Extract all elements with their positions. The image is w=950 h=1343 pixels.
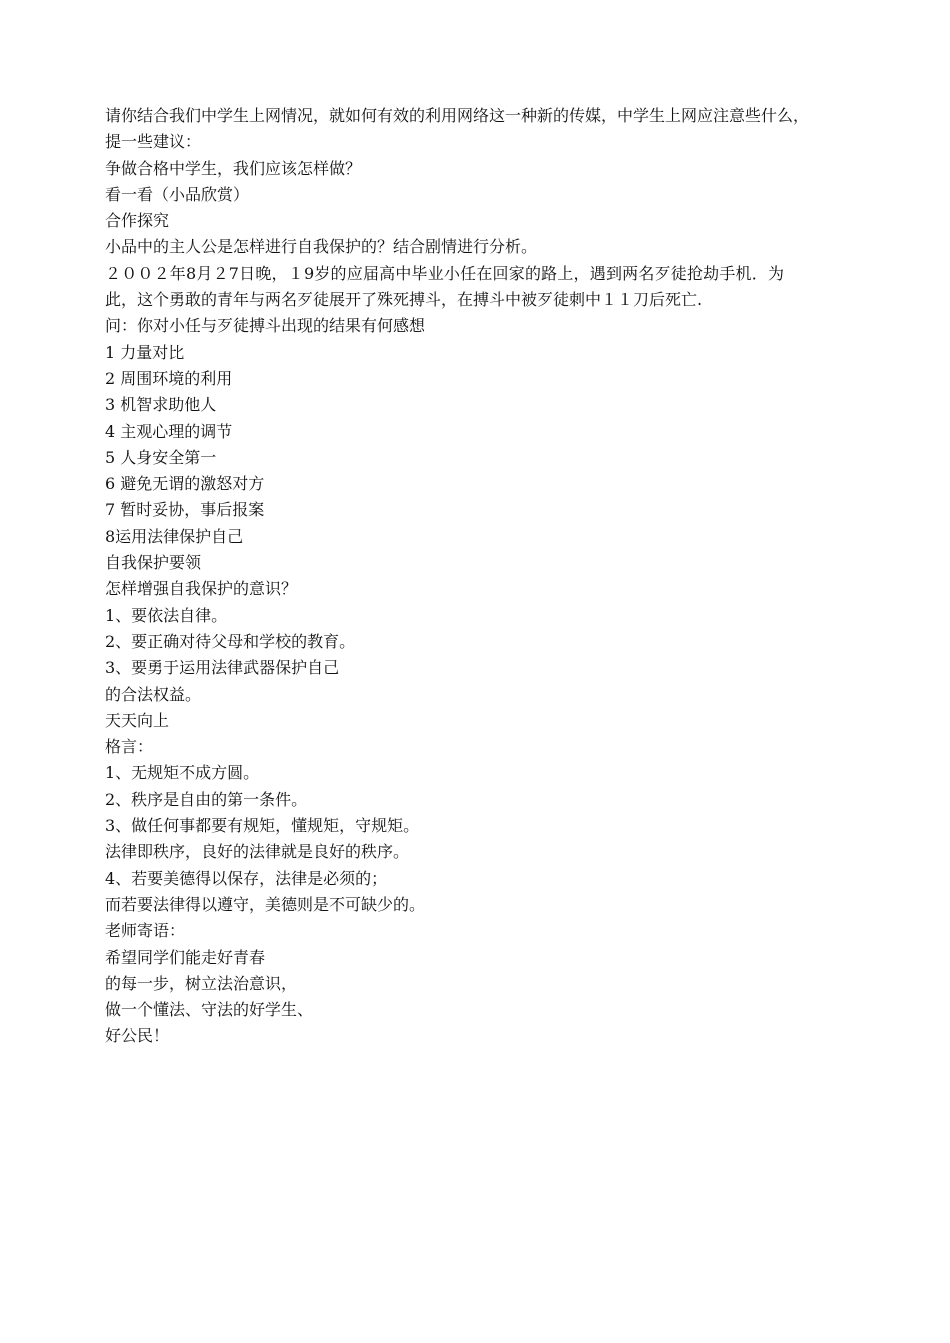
list-item: 4 主观心理的调节 <box>105 421 233 441</box>
list-item: 5 人身安全第一 <box>105 447 217 467</box>
list-item: 4、若要美德得以保存，法律是必须的； <box>105 868 388 888</box>
text-line: 做一个懂法、守法的好学生、 <box>105 1000 314 1020</box>
list-item: 1、要依法自律。 <box>105 605 228 625</box>
list-item: 2、秩序是自由的第一条件。 <box>105 789 308 809</box>
list-item: 1 力量对比 <box>105 342 185 362</box>
text-line: 提一些建议： <box>105 132 202 152</box>
section-heading: 合作探究 <box>105 211 170 231</box>
text-line: 格言： <box>105 737 154 757</box>
text-line: 请你结合我们中学生上网情况，就如何有效的利用网络这一种新的传媒，中学生上网应注意些什么， <box>105 106 810 125</box>
text-line: 争做合格中学生，我们应该怎样做？ <box>105 158 362 178</box>
text-line: ２００２年8月２7日晚，１9岁的应届高中毕业小任在回家的路上，遇到两名歹徒抢劫手机．为 <box>105 263 785 283</box>
text-line: 的每一步，树立法治意识， <box>105 973 298 993</box>
list-item: 6 避免无谓的激怒对方 <box>105 474 265 494</box>
text-line: 而若要法律得以遵守，美德则是不可缺少的。 <box>105 894 426 914</box>
document-body <box>105 103 865 1050</box>
text-line: 小品中的主人公是怎样进行自我保护的？结合剧情进行分析。 <box>105 237 538 257</box>
list-item: 2、要正确对待父母和学校的教育。 <box>105 631 356 651</box>
list-item: 2 周围环境的利用 <box>105 368 233 388</box>
text-line: 希望同学们能走好青春 <box>105 947 266 967</box>
text-line: 好公民！ <box>105 1026 170 1046</box>
text-line: 此，这个勇敢的青年与两名歹徒展开了殊死搏斗，在搏斗中被歹徒刺中１１刀后死亡. <box>105 290 703 310</box>
text-line: 法律即秩序，良好的法律就是良好的秩序。 <box>105 842 410 862</box>
section-heading: 老师寄语： <box>105 921 186 941</box>
text-line: 的合法权益。 <box>105 684 202 704</box>
section-heading: 自我保护要领 <box>105 553 202 573</box>
text-line: 怎样增强自我保护的意识？ <box>105 579 298 599</box>
list-item: 3、要勇于运用法律武器保护自己 <box>105 658 340 678</box>
list-item: 1、无规矩不成方圆。 <box>105 763 260 783</box>
text-line: 问：你对小任与歹徒搏斗出现的结果有何感想 <box>105 316 426 336</box>
list-item: 7 暂时妥协，事后报案 <box>105 500 265 520</box>
list-item: 8运用法律保护自己 <box>105 526 244 546</box>
list-item: 3 机智求助他人 <box>105 395 217 415</box>
text-line: 看一看（小品欣赏） <box>105 184 250 204</box>
list-item: 3、做任何事都要有规矩，懂规矩，守规矩。 <box>105 816 420 836</box>
section-heading: 天天向上 <box>105 710 170 730</box>
